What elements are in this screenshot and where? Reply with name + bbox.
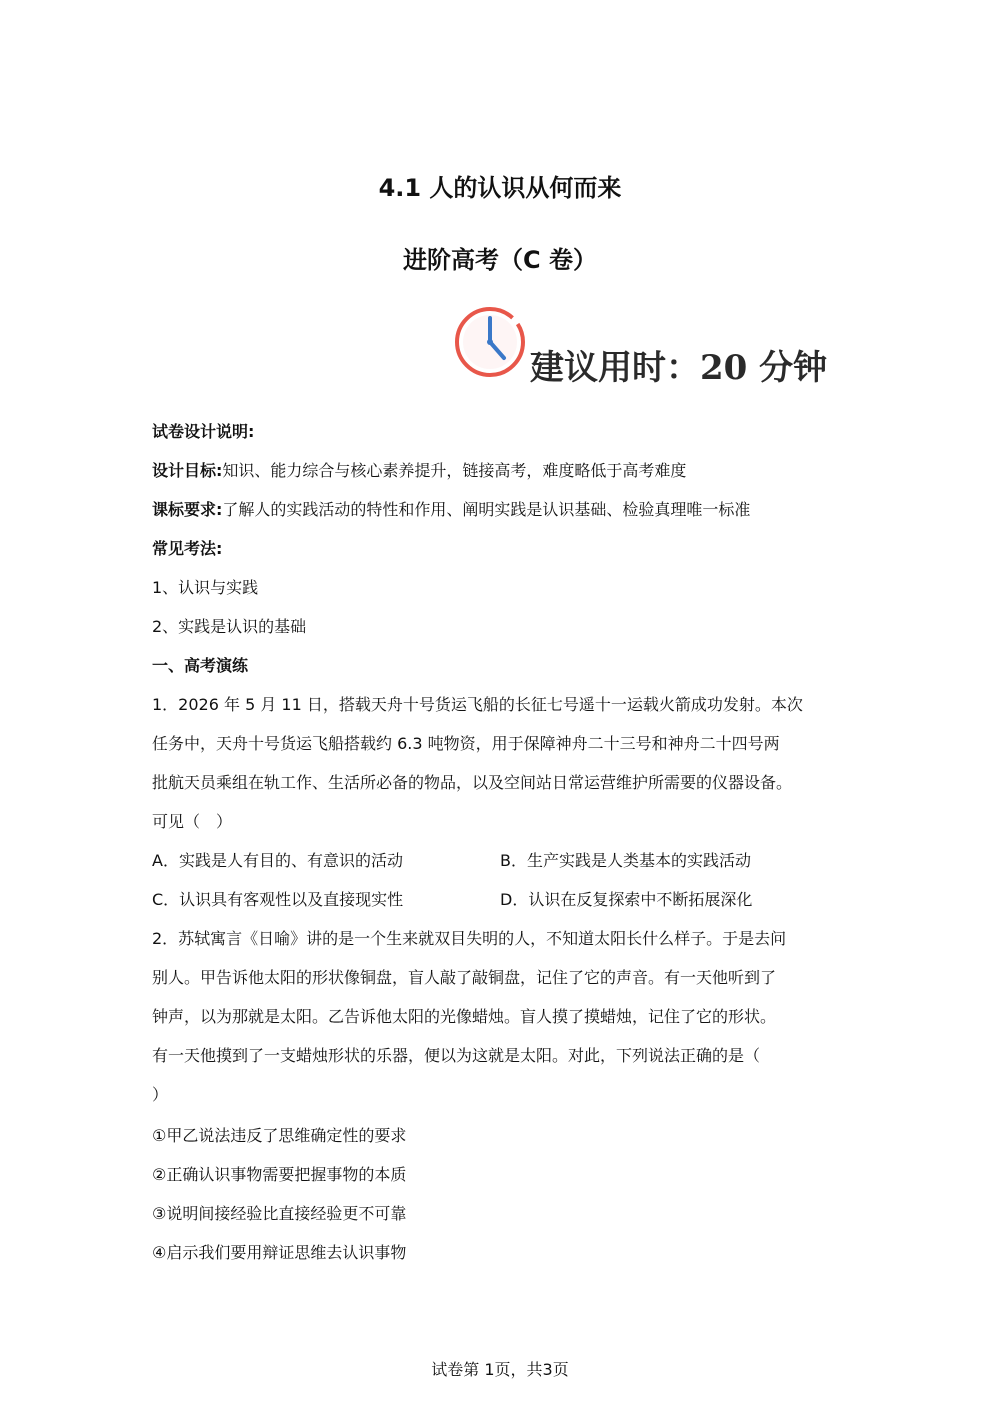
design-goal-label: 设计目标: — [152, 461, 223, 480]
q1-line: 1．2026 年 5 月 11 日，搭载天舟十号货运飞船的长征七号遥十一运载火箭成功发射。本次 — [152, 695, 803, 714]
design-goal-text: 知识、能力综合与核心素养提升，链接高考，难度略低于高考难度 — [222, 461, 687, 480]
q2-line: 有一天他摸到了一支蜡烛形状的乐器，便以为这就是太阳。对此，下列说法正确的是（ — [152, 1046, 761, 1065]
q2-line: ） — [152, 1085, 169, 1104]
q1-option-c: C．认识具有客观性以及直接现实性 — [152, 890, 404, 909]
q1-option-d: D．认识在反复探索中不断拓展深化 — [500, 890, 753, 909]
section-title: 一、高考演练 — [152, 656, 249, 675]
page-subtitle: 进阶高考（C 卷） — [403, 246, 597, 274]
methods-heading: 常见考法: — [152, 539, 223, 558]
method-item: 1、认识与实践 — [152, 578, 259, 597]
clock-icon — [452, 304, 528, 380]
q2-line: 2．苏轼寓言《日喻》讲的是一个生来就双目失明的人，不知道太阳长什么样子。于是去问 — [152, 929, 787, 948]
suggested-time-banner — [452, 300, 832, 390]
design-goal — [152, 461, 686, 481]
q2-statement: ④启示我们要用辩证思维去认识事物 — [152, 1243, 407, 1262]
method-item: 2、实践是认识的基础 — [152, 617, 307, 636]
q1-line: 批航天员乘组在轨工作、生活所必备的物品，以及空间站日常运营维护所需要的仪器设备。 — [152, 773, 793, 792]
q1-option-a: A．实践是人有目的、有意识的活动 — [152, 851, 403, 870]
page-title: 4.1 人的认识从何而来 — [378, 174, 622, 202]
page-footer: 试卷第 1页，共3页 — [431, 1360, 569, 1379]
q2-statement: ②正确认识事物需要把握事物的本质 — [152, 1165, 407, 1184]
course-standard — [152, 500, 750, 520]
design-heading: 试卷设计说明: — [152, 422, 255, 441]
q1-option-b: B．生产实践是人类基本的实践活动 — [500, 851, 751, 870]
q2-statement: ③说明间接经验比直接经验更不可靠 — [152, 1204, 407, 1223]
course-standard-label: 课标要求: — [152, 500, 223, 519]
q1-line: 可见（ ） — [152, 812, 233, 831]
q1-line: 任务中，天舟十号货运飞船搭载约 6.3 吨物资，用于保障神舟二十三号和神舟二十四号两 — [152, 734, 780, 753]
course-standard-text: 了解人的实践活动的特性和作用、阐明实践是认识基础、检验真理唯一标准 — [222, 500, 751, 519]
q2-line: 钟声，以为那就是太阳。乙告诉他太阳的光像蜡烛。盲人摸了摸蜡烛，记住了它的形状。 — [152, 1007, 777, 1026]
q2-line: 别人。甲告诉他太阳的形状像铜盘，盲人敲了敲铜盘，记住了它的声音。有一天他听到了 — [152, 968, 777, 987]
suggested-time-text: 建议用时：20 分钟 — [530, 348, 828, 388]
q2-statement: ①甲乙说法违反了思维确定性的要求 — [152, 1126, 407, 1145]
